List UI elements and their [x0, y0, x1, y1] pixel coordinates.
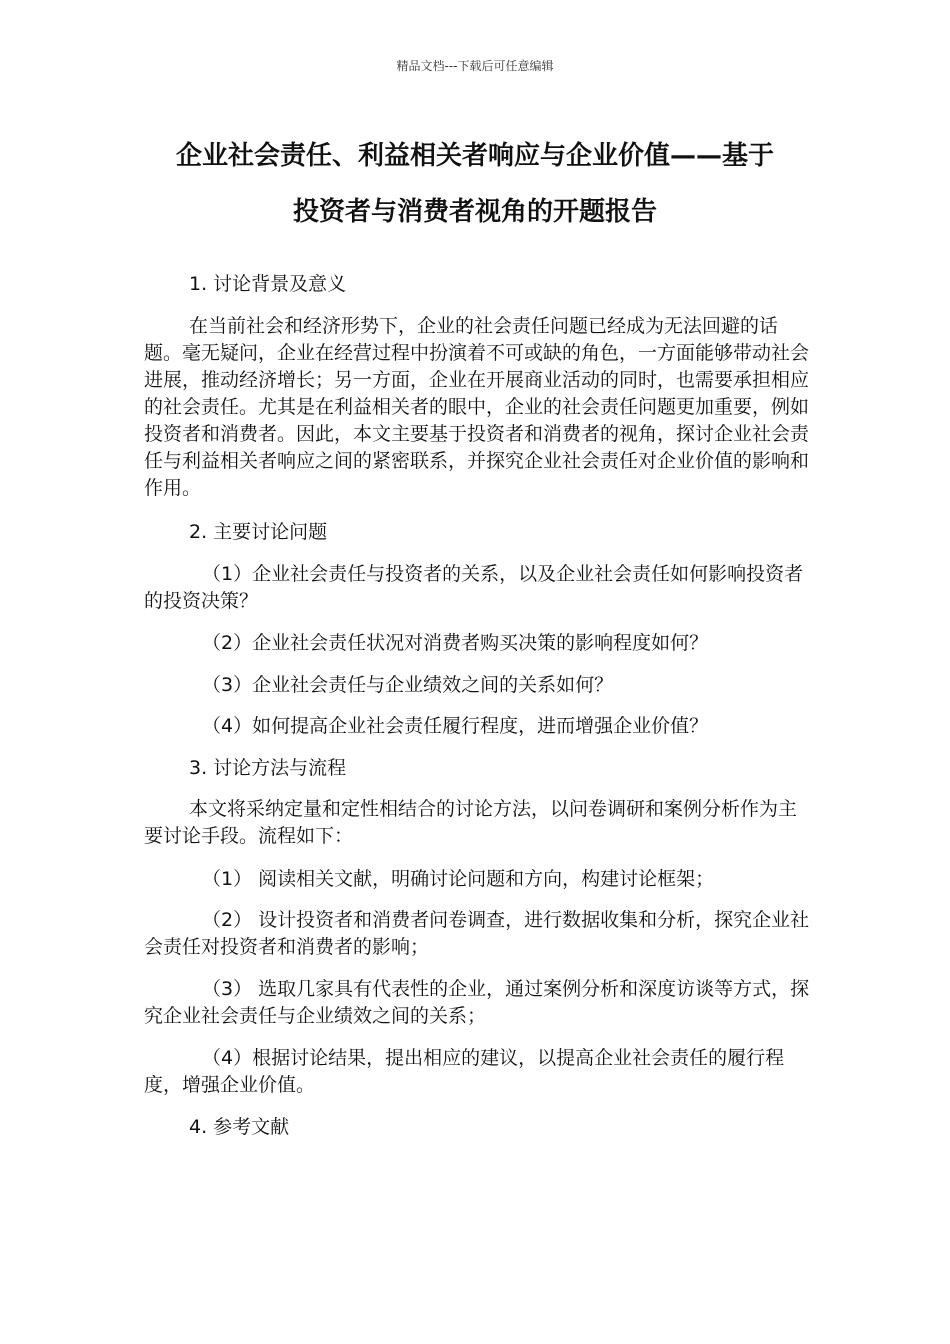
- section-3-paragraph: 本文将采纳定量和定性相结合的讨论方法，以问卷调研和案例分析作为主要讨论手段。流程如下：: [144, 798, 798, 847]
- section-1-heading: 1. 讨论背景及意义: [189, 273, 347, 295]
- section-1-paragraph: 在当前社会和经济形势下，企业的社会责任问题已经成为无法回避的话题。毫无疑问，企业在经营过程中扮演着不可或缺的角色，一方面能够带动社会进展，推动经济增长；另一方面，企业在开展商业活动的同时，也需要承担相应的社会责任。尤其是在利益相关者的眼中，企业的社会责任问题更加重要，例如投资者和消费者。因此，本文主要基于投资者和消费者的视角，探讨企业社会责任与利益相关者响应之间的紧密联系，并探究企业社会责任对企业价值的影响和作用。: [144, 315, 810, 499]
- question-2: （2）企业社会责任状况对消费者购买决策的影响程度如何？: [202, 632, 709, 654]
- page-header: 精品文档---下载后可任意编辑: [396, 59, 554, 73]
- step-2: （2） 设计投资者和消费者问卷调查，进行数据收集和分析，探究企业社会责任对投资者和消费者的影响；: [144, 909, 810, 958]
- step-4: （4）根据讨论结果，提出相应的建议，以提高企业社会责任的履行程度，增强企业价值。: [144, 1047, 785, 1096]
- section-3-heading: 3. 讨论方法与流程: [189, 757, 347, 779]
- step-1: （1） 阅读相关文献，明确讨论问题和方向，构建讨论框架；: [202, 868, 715, 890]
- title-line-2: 投资者与消费者视角的开题报告: [292, 197, 657, 227]
- question-4: （4）如何提高企业社会责任履行程度，进而增强企业价值？: [202, 715, 709, 737]
- step-3: （3） 选取几家具有代表性的企业，通过案例分析和深度访谈等方式，探究企业社会责任与企业绩效之间的关系；: [144, 978, 810, 1027]
- question-1: （1）企业社会责任与投资者的关系，以及企业社会责任如何影响投资者的投资决策？: [144, 563, 804, 612]
- section-4-heading: 4. 参考文献: [189, 1116, 290, 1138]
- section-2-heading: 2. 主要讨论问题: [189, 521, 328, 543]
- question-3: （3）企业社会责任与企业绩效之间的关系如何？: [202, 674, 614, 696]
- title-line-1: 企业社会责任、利益相关者响应与企业价值——基于: [175, 141, 774, 171]
